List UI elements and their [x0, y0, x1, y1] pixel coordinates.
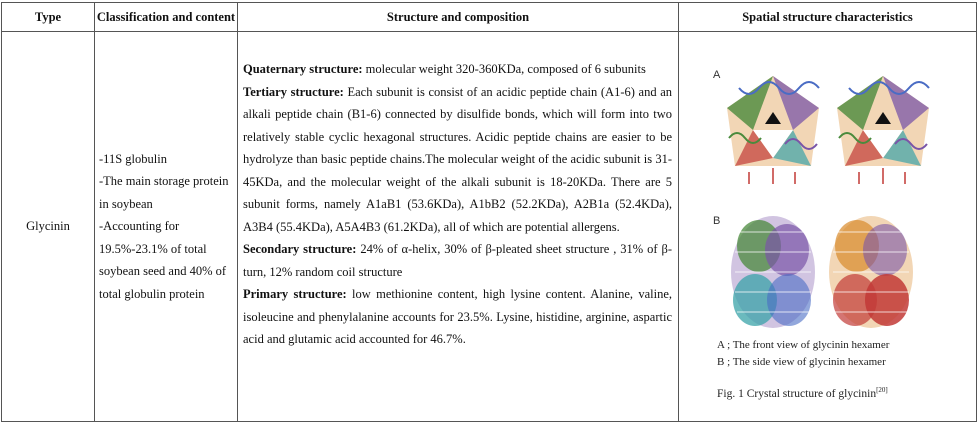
protein-ribbon: [829, 216, 913, 328]
figure-caption: [717, 386, 888, 400]
protein-ribbon: [837, 76, 929, 184]
figure-caption-text: Fig. 1 Crystal structure of glycinin: [717, 387, 877, 400]
primary-paragraph: [243, 283, 672, 351]
classification-line: -Accounting for: [99, 219, 180, 234]
secondary-text: 24% of α-helix, 30% of β-pleated sheet structure , 31% of β-turn, 12% random coil structure: [243, 242, 673, 279]
primary-label: Primary structure:: [243, 287, 347, 301]
header-structure: Structure and composition: [238, 3, 679, 32]
tertiary-text: Each subunit is consist of an acidic peptide chain (A1-6) and an alkali peptide chain (B1-6) connected by disulfide bonds, which will form into two relatively stable cyclic hexagonal structures. Acidic peptide chains are easier to be hydrolyze than basic peptide chains.The molecular weight of the acidic subunit is 31-45KDa, and the molecular weight of the alkali subunit is 18-20KDa. There are 5 subunit forms, namely A1aB1 (53.6KDa), A1bB2 (52.2KDa), A2B1a (52.4KDa), A3B4 (55.4KDa), A5A4B3 (61.2KDa), all of which are potential allergens.: [243, 84, 672, 234]
header-row: [2, 3, 977, 32]
front-view-left-image: [719, 68, 827, 186]
figure-cell: [679, 32, 977, 422]
quaternary-text: molecular weight 320-360KDa, composed of 6 subunits: [365, 62, 646, 76]
classification-line: total globulin protein: [99, 286, 205, 301]
front-view-right-image: [829, 68, 937, 186]
classification-line: in soybean: [99, 196, 153, 211]
glycinin-figure: [679, 32, 977, 421]
classification-line: soybean seed and 40% of: [99, 264, 227, 279]
figure-label-a: A: [713, 69, 721, 81]
table-row: [2, 32, 977, 422]
type-cell: Glycinin: [2, 32, 95, 422]
caption-front-view: A ; The front view of glycinin hexamer: [717, 339, 890, 351]
protein-ribbon: [727, 76, 819, 184]
figure-reference: [20]: [876, 386, 888, 394]
protein-ribbon: [731, 216, 815, 328]
classification-line: 19.5%-23.1% of total: [99, 241, 207, 256]
quaternary-paragraph: [243, 58, 672, 81]
secondary-label: Secondary structure:: [243, 242, 357, 256]
primary-text: low methionine content, high lysine content. Alanine, valine, isoleucine and phenylalanine accounts for 23.5%. Lysine, histidine, arginine, aspartic acid and glutamic acid accounted for 46.7%.: [243, 287, 672, 346]
secondary-paragraph: [243, 238, 672, 283]
caption-side-view: B ; The side view of glycinin hexamer: [717, 356, 886, 368]
header-classification: Classification and content: [95, 3, 238, 32]
tertiary-label: Tertiary structure:: [243, 84, 344, 99]
side-view-right-image: [825, 212, 917, 334]
tertiary-paragraph: [243, 81, 672, 239]
header-type: Type: [2, 3, 95, 32]
figure-label-b: B: [713, 215, 721, 227]
glycinin-table: [1, 2, 977, 422]
classification-line: -11S globulin: [99, 151, 167, 166]
header-spatial: Spatial structure characteristics: [679, 3, 977, 32]
classification-line: -The main storage protein: [99, 174, 229, 189]
structure-cell: [238, 32, 679, 422]
quaternary-label: Quaternary structure:: [243, 62, 363, 76]
side-view-left-image: [727, 212, 819, 334]
classification-cell: [95, 32, 238, 422]
